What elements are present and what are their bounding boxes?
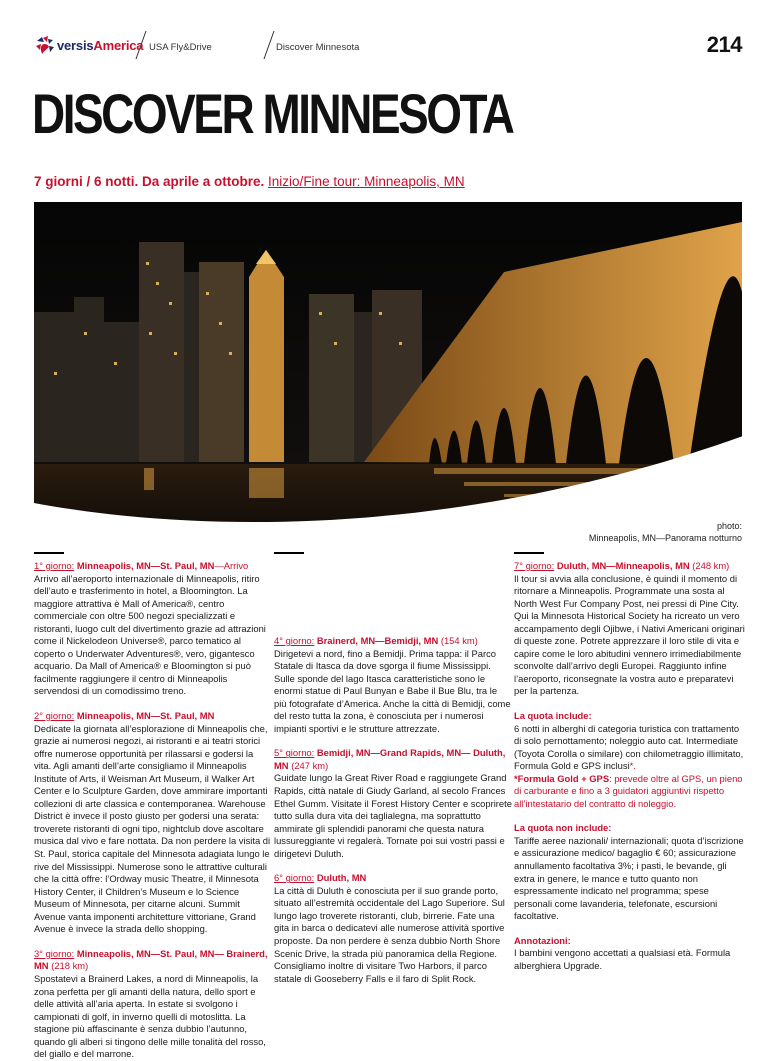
itinerary-day-6: 6° giorno: Duluth, MN La città di Duluth è conosciuta per il suo grande porto, situato all’estremità occidentale del Lago Superiore. Sul lungo lago troverete ristoranti, club, birrerie. Fate una gita in barca o dedicatevi alle numerose attività sportive proposte. Da non perdere è senza dubbio North Shore Scenic Drive, la strada più panoramica della Regione. Consigliamo inoltre di visitare Two Harbors, il parco statale di Gooseberry Falls e il faro di Split Rock. (274, 872, 505, 984)
column-left (34, 560, 272, 1061)
tour-subtitle (34, 174, 465, 189)
column-divider (274, 552, 304, 554)
separator-slash-icon (134, 30, 148, 60)
quota-non-include-title: La quota non include: (514, 822, 612, 834)
itinerary-day-1: 1° giorno: Minneapolis, MN—St. Paul, MN—Arrivo Arrivo all’aeroporto internazionale di Minneapolis, ritiro dell’auto e trasferimento in hotel, a Bloomington. La maggiore attrattiva è Mall of America®, centro commerciale con oltre 500 negozi specializzati e ristoranti, luogo cult del divertimento grazie ad attrazioni come il Nickelodeon Universe®, parco tematico al coperto o Underwater Adventures®, vero, gigantesco acquario. Da Mall of America® e Bloomington si può facilmente raggiungere il centro di Minneapolis servendosi di un comodissimo treno. (34, 560, 266, 697)
itinerary-day-2: 2° giorno: Minneapolis, MN—St. Paul, MN Dedicate la giornata all’esplorazione di Minneapolis che, grazie ai numerosi negozi, ai ristoranti e ai teatri storici offre numerose opportunità per rilassarsi e godersi la vita. Agli amanti dell’arte consigliamo il Minneapolis Institute of Arts, il Weisman Art Museum, il Walker Art Center e lo Sculpture Garden, dove ammirare importanti collezioni di arte classica e contemporanea. Warehouse District è invece il posto giusto per godersi una serata: troverete ristoranti di ogni tipo, nightclub dove ascoltare musica dal vivo e fare nottata. Da non perdere la visita di St. Paul, storica capitale del Minnesota adagiata lungo le rive del Mississippi. Numerose sono le attrattive culturali che la città offre: l’Ordway music Theatre, il Minnesota History Center, il Children’s Museum e lo Science Museum of Minnesota, per citarne alcuni. Summit Avenue vanta imponenti architetture vittoriane, Grand Avenue è invece la strada dello shopping. (34, 710, 271, 935)
brand-logo-icon (34, 34, 56, 56)
itinerary-day-5: 5° giorno: Bemidji, MN—Grand Rapids, MN— Duluth, MN (247 km) Guidate lungo la Great River Road e raggiungete Grand Rapids, città natale di Giudy Garland, al secolo Frances Ethel Gumm. Visitate il Forest History Center e scoprirete tutto sulla dura vita dei taglialegna, ma soprattutto ammirate gli splendidi panorami che questa natura lussureggiante vi regalerà. Tornate poi sui vostri passi e dirigetevi Duluth. (274, 747, 512, 859)
itinerary-day-4: 4° giorno: Brainerd, MN—Bemidji, MN (154 km) Dirigetevi a nord, fino a Bemidji. Prima tappa: il Parco Statale di Itasca da dove sgorga il fiume Mississippi. Sulle sponde del lago Itasca caratteristiche sono le enormi statue di Paul Bunyan e Babe il Bue Blu, tra le più fotografate d’America. Anche la città di Bemidji, come del resto tutta la zona, è conosciuta per i numerosi impianti sportivi e le strutture attrezzate. (274, 635, 511, 734)
separator-slash-icon (262, 30, 276, 60)
page-title: DISCOVER MINNESOTA (32, 82, 513, 145)
minneapolis-skyline-illustration (34, 202, 742, 548)
annotazioni: Annotazioni: I bambini vengono accettati a qualsiasi età. Formula alberghiera Upgrade. (514, 934, 731, 971)
column-divider (514, 552, 544, 554)
annotazioni-title: Annotazioni: (514, 934, 571, 946)
page-header (34, 30, 742, 60)
page-number: 214 (706, 32, 742, 57)
itinerary-day-3: 3° giorno: Minneapolis, MN—St. Paul, MN— Brainerd, MN (218 km) Spostatevi a Brainerd Lakes, a nord di Minneapolis, la zona perfetta per gli amanti della natura, dello sport e delle attività all’aria aperta. In estate si svolgono i campionati di golf, in inverno quelli di motoslitta. La stagione più affascinante è senza dubbio l’autunno, quando gli alberi si tingono delle mille tonalità del rosso, del giallo e del marrone. (34, 947, 268, 1060)
quota-non-include: La quota non include: Tariffe aeree nazionali/ internazionali; quota d’iscrizione e assicurazione medico/ bagaglio € 60; assicurazione annullamento facoltativa 3%; i pasti, le bevande, gli extra in genere, le mance e tutto quanto non espressamente indicato nel programma; spese personali come lavanderia, telefonate, escursioni facoltative. (514, 822, 744, 922)
breadcrumb-fly-drive[interactable]: USA Fly&Drive (149, 42, 212, 53)
hero-photo (34, 202, 742, 548)
column-divider (34, 552, 64, 554)
column-right (514, 560, 746, 972)
photo-caption: photo: Minneapolis, MN—Panorama notturno (588, 521, 742, 543)
column-middle (274, 560, 512, 985)
breadcrumb-discover-minnesota[interactable]: Discover Minnesota (276, 42, 360, 53)
tour-duration: 7 giorni / 6 notti. Da aprile a ottobre. (34, 174, 265, 189)
brand-name: versisAmerica (57, 37, 144, 53)
brand-logo[interactable] (34, 32, 143, 58)
itinerary-day-7: 7° giorno: Duluth, MN—Minneapolis, MN (248 km) Il tour si avvia alla conclusione, è quindi il momento di ritornare a Minneapolis. Programmate una sosta al North West Fur Company Post, nei pressi di Pine City. Qui la Minnesota Historical Society ha ricreato un vero accampamento degli Ojibwe, i Nativi Americani originari di queste zone. Potrete apprezzare il loro stile di vita e capire come le loro abitudini vennero irrimediabilmente sconvolte dall’arrivo degli Europei. Raggiunto infine l’aeroporto, riconsegnate la vostra auto e preparatevi per la partenza. (514, 560, 745, 697)
quota-include: La quota include: 6 notti in alberghi di categoria turistica con trattamento di solo pernottamento; noleggio auto cat. Intermediate (Toyota Corolla o similare) con chilometraggio illimitato, Formula Gold e GPS inclusi*. *Formula Gold + GPS: prevede oltre al GPS, un pieno di carburante e fino a 3 guidatori aggiuntivi rispetto all’intestatario del contratto di noleggio. (514, 710, 744, 809)
quota-include-title: La quota include: (514, 710, 592, 722)
tour-start-end-link[interactable]: Inizio/Fine tour: Minneapolis, MN (268, 174, 465, 189)
